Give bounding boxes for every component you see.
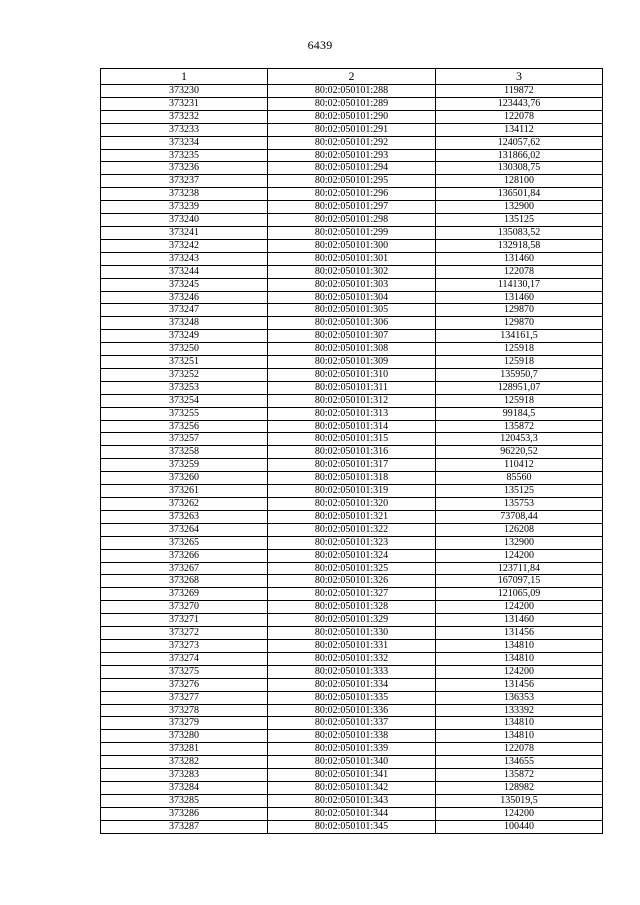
table-row xyxy=(101,110,603,123)
cadastral-number-cell: 80:02:050101:291 xyxy=(268,123,436,136)
table-body xyxy=(101,85,603,834)
cadastral-number-cell: 80:02:050101:318 xyxy=(268,472,436,485)
table-row xyxy=(101,562,603,575)
cadastral-number-cell: 80:02:050101:309 xyxy=(268,356,436,369)
registry-number-cell: 373263 xyxy=(101,510,268,523)
page-number: 6439 xyxy=(307,38,333,52)
value-cell: 134810 xyxy=(436,730,603,743)
registry-number-cell: 373267 xyxy=(101,562,268,575)
value-cell: 124200 xyxy=(436,807,603,820)
table-row xyxy=(101,756,603,769)
cadastral-number-cell: 80:02:050101:306 xyxy=(268,317,436,330)
cadastral-number-cell: 80:02:050101:344 xyxy=(268,807,436,820)
table-row xyxy=(101,472,603,485)
registry-number-cell: 373285 xyxy=(101,794,268,807)
cadastral-number-cell: 80:02:050101:345 xyxy=(268,820,436,833)
value-cell: 122078 xyxy=(436,743,603,756)
table-row xyxy=(101,639,603,652)
cadastral-number-cell: 80:02:050101:304 xyxy=(268,291,436,304)
registry-number-cell: 373249 xyxy=(101,330,268,343)
cadastral-number-cell: 80:02:050101:307 xyxy=(268,330,436,343)
cadastral-number-cell: 80:02:050101:314 xyxy=(268,420,436,433)
value-cell: 131866,02 xyxy=(436,149,603,162)
cadastral-number-cell: 80:02:050101:295 xyxy=(268,175,436,188)
value-cell: 99184,5 xyxy=(436,407,603,420)
registry-number-cell: 373276 xyxy=(101,678,268,691)
table-row xyxy=(101,781,603,794)
cadastral-number-cell: 80:02:050101:302 xyxy=(268,265,436,278)
value-cell: 136501,84 xyxy=(436,188,603,201)
value-cell: 126208 xyxy=(436,523,603,536)
registry-number-cell: 373281 xyxy=(101,743,268,756)
value-cell: 124200 xyxy=(436,549,603,562)
table-row xyxy=(101,807,603,820)
registry-number-cell: 373240 xyxy=(101,214,268,227)
header-row xyxy=(101,69,603,85)
table-row xyxy=(101,162,603,175)
table-row xyxy=(101,588,603,601)
value-cell: 134810 xyxy=(436,639,603,652)
table-row xyxy=(101,265,603,278)
cadastral-number-cell: 80:02:050101:300 xyxy=(268,239,436,252)
registry-number-cell: 373248 xyxy=(101,317,268,330)
registry-number-cell: 373283 xyxy=(101,769,268,782)
value-cell: 96220,52 xyxy=(436,446,603,459)
cadastral-number-cell: 80:02:050101:305 xyxy=(268,304,436,317)
cadastral-number-cell: 80:02:050101:338 xyxy=(268,730,436,743)
table-row xyxy=(101,368,603,381)
table-row xyxy=(101,717,603,730)
table-row xyxy=(101,188,603,201)
table-row xyxy=(101,678,603,691)
registry-number-cell: 373270 xyxy=(101,601,268,614)
table-row xyxy=(101,459,603,472)
cadastral-number-cell: 80:02:050101:320 xyxy=(268,498,436,511)
registry-number-cell: 373231 xyxy=(101,97,268,110)
registry-number-cell: 373243 xyxy=(101,252,268,265)
table-row xyxy=(101,136,603,149)
cadastral-number-cell: 80:02:050101:321 xyxy=(268,510,436,523)
cadastral-number-cell: 80:02:050101:340 xyxy=(268,756,436,769)
table-row xyxy=(101,523,603,536)
table-row xyxy=(101,627,603,640)
value-cell: 134161,5 xyxy=(436,330,603,343)
table-row xyxy=(101,433,603,446)
cadastral-number-cell: 80:02:050101:323 xyxy=(268,536,436,549)
registry-number-cell: 373259 xyxy=(101,459,268,472)
registry-number-cell: 373279 xyxy=(101,717,268,730)
value-cell: 124200 xyxy=(436,665,603,678)
registry-number-cell: 373284 xyxy=(101,781,268,794)
value-cell: 135872 xyxy=(436,769,603,782)
cadastral-number-cell: 80:02:050101:290 xyxy=(268,110,436,123)
cadastral-number-cell: 80:02:050101:316 xyxy=(268,446,436,459)
value-cell: 135753 xyxy=(436,498,603,511)
registry-number-cell: 373273 xyxy=(101,639,268,652)
cadastral-number-cell: 80:02:050101:341 xyxy=(268,769,436,782)
cadastral-number-cell: 80:02:050101:343 xyxy=(268,794,436,807)
data-table xyxy=(100,68,603,834)
cadastral-number-cell: 80:02:050101:289 xyxy=(268,97,436,110)
cadastral-number-cell: 80:02:050101:312 xyxy=(268,394,436,407)
table-row xyxy=(101,510,603,523)
registry-number-cell: 373280 xyxy=(101,730,268,743)
registry-number-cell: 373268 xyxy=(101,575,268,588)
table-row xyxy=(101,794,603,807)
cadastral-number-cell: 80:02:050101:294 xyxy=(268,162,436,175)
table-row xyxy=(101,652,603,665)
value-cell: 131456 xyxy=(436,627,603,640)
registry-number-cell: 373251 xyxy=(101,356,268,369)
value-cell: 125918 xyxy=(436,356,603,369)
cadastral-number-cell: 80:02:050101:337 xyxy=(268,717,436,730)
value-cell: 123711,84 xyxy=(436,562,603,575)
value-cell: 131460 xyxy=(436,252,603,265)
registry-number-cell: 373266 xyxy=(101,549,268,562)
value-cell: 134112 xyxy=(436,123,603,136)
cadastral-number-cell: 80:02:050101:299 xyxy=(268,226,436,239)
table-row xyxy=(101,743,603,756)
value-cell: 124200 xyxy=(436,601,603,614)
table-row xyxy=(101,691,603,704)
value-cell: 114130,17 xyxy=(436,278,603,291)
registry-number-cell: 373272 xyxy=(101,627,268,640)
registry-number-cell: 373234 xyxy=(101,136,268,149)
registry-number-cell: 373261 xyxy=(101,485,268,498)
value-cell: 124057,62 xyxy=(436,136,603,149)
registry-number-cell: 373246 xyxy=(101,291,268,304)
table-row xyxy=(101,601,603,614)
table-row xyxy=(101,381,603,394)
table-row xyxy=(101,226,603,239)
cadastral-number-cell: 80:02:050101:296 xyxy=(268,188,436,201)
value-cell: 123443,76 xyxy=(436,97,603,110)
table-row xyxy=(101,407,603,420)
value-cell: 134810 xyxy=(436,717,603,730)
registry-number-cell: 373264 xyxy=(101,523,268,536)
registry-number-cell: 373257 xyxy=(101,433,268,446)
cadastral-number-cell: 80:02:050101:326 xyxy=(268,575,436,588)
registry-number-cell: 373237 xyxy=(101,175,268,188)
value-cell: 122078 xyxy=(436,110,603,123)
registry-number-cell: 373287 xyxy=(101,820,268,833)
registry-number-cell: 373274 xyxy=(101,652,268,665)
value-cell: 136353 xyxy=(436,691,603,704)
table-row xyxy=(101,291,603,304)
table-row xyxy=(101,356,603,369)
value-cell: 122078 xyxy=(436,265,603,278)
registry-number-cell: 373235 xyxy=(101,149,268,162)
value-cell: 125918 xyxy=(436,343,603,356)
value-cell: 131460 xyxy=(436,291,603,304)
cadastral-number-cell: 80:02:050101:331 xyxy=(268,639,436,652)
registry-number-cell: 373275 xyxy=(101,665,268,678)
cadastral-number-cell: 80:02:050101:310 xyxy=(268,368,436,381)
table-row xyxy=(101,420,603,433)
registry-number-cell: 373278 xyxy=(101,704,268,717)
cadastral-number-cell: 80:02:050101:330 xyxy=(268,627,436,640)
registry-number-cell: 373247 xyxy=(101,304,268,317)
cadastral-number-cell: 80:02:050101:315 xyxy=(268,433,436,446)
registry-number-cell: 373238 xyxy=(101,188,268,201)
value-cell: 133392 xyxy=(436,704,603,717)
registry-number-cell: 373245 xyxy=(101,278,268,291)
value-cell: 130308,75 xyxy=(436,162,603,175)
table-row xyxy=(101,239,603,252)
cadastral-number-cell: 80:02:050101:334 xyxy=(268,678,436,691)
value-cell: 110412 xyxy=(436,459,603,472)
table-row xyxy=(101,394,603,407)
cadastral-number-cell: 80:02:050101:311 xyxy=(268,381,436,394)
value-cell: 134810 xyxy=(436,652,603,665)
table-row xyxy=(101,485,603,498)
value-cell: 131456 xyxy=(436,678,603,691)
table-row xyxy=(101,317,603,330)
value-cell: 100440 xyxy=(436,820,603,833)
value-cell: 135125 xyxy=(436,485,603,498)
cadastral-number-cell: 80:02:050101:332 xyxy=(268,652,436,665)
value-cell: 132900 xyxy=(436,201,603,214)
value-cell: 135019,5 xyxy=(436,794,603,807)
value-cell: 135125 xyxy=(436,214,603,227)
column-header-1: 1 xyxy=(101,69,268,85)
value-cell: 132900 xyxy=(436,536,603,549)
cadastral-number-cell: 80:02:050101:329 xyxy=(268,614,436,627)
table-row xyxy=(101,549,603,562)
registry-number-cell: 373258 xyxy=(101,446,268,459)
value-cell: 125918 xyxy=(436,394,603,407)
table-row xyxy=(101,97,603,110)
cadastral-number-cell: 80:02:050101:333 xyxy=(268,665,436,678)
registry-number-cell: 373252 xyxy=(101,368,268,381)
table-row xyxy=(101,343,603,356)
table-row xyxy=(101,304,603,317)
table-row xyxy=(101,330,603,343)
cadastral-number-cell: 80:02:050101:313 xyxy=(268,407,436,420)
table-row xyxy=(101,446,603,459)
cadastral-number-cell: 80:02:050101:339 xyxy=(268,743,436,756)
value-cell: 129870 xyxy=(436,317,603,330)
registry-number-cell: 373253 xyxy=(101,381,268,394)
registry-number-cell: 373232 xyxy=(101,110,268,123)
table-row xyxy=(101,536,603,549)
registry-number-cell: 373230 xyxy=(101,85,268,98)
registry-number-cell: 373255 xyxy=(101,407,268,420)
registry-number-cell: 373262 xyxy=(101,498,268,511)
cadastral-number-cell: 80:02:050101:319 xyxy=(268,485,436,498)
cadastral-number-cell: 80:02:050101:288 xyxy=(268,85,436,98)
table-row xyxy=(101,614,603,627)
registry-number-cell: 373269 xyxy=(101,588,268,601)
cadastral-number-cell: 80:02:050101:335 xyxy=(268,691,436,704)
value-cell: 135872 xyxy=(436,420,603,433)
value-cell: 134655 xyxy=(436,756,603,769)
value-cell: 128951,07 xyxy=(436,381,603,394)
value-cell: 119872 xyxy=(436,85,603,98)
registry-number-cell: 373241 xyxy=(101,226,268,239)
registry-number-cell: 373286 xyxy=(101,807,268,820)
value-cell: 73708,44 xyxy=(436,510,603,523)
cadastral-number-cell: 80:02:050101:325 xyxy=(268,562,436,575)
column-header-2: 2 xyxy=(268,69,436,85)
value-cell: 128100 xyxy=(436,175,603,188)
value-cell: 121065,09 xyxy=(436,588,603,601)
cadastral-number-cell: 80:02:050101:322 xyxy=(268,523,436,536)
cadastral-number-cell: 80:02:050101:308 xyxy=(268,343,436,356)
cadastral-number-cell: 80:02:050101:301 xyxy=(268,252,436,265)
cadastral-number-cell: 80:02:050101:328 xyxy=(268,601,436,614)
value-cell: 120453,3 xyxy=(436,433,603,446)
cadastral-number-cell: 80:02:050101:292 xyxy=(268,136,436,149)
registry-number-cell: 373265 xyxy=(101,536,268,549)
table-row xyxy=(101,575,603,588)
cadastral-number-cell: 80:02:050101:297 xyxy=(268,201,436,214)
cadastral-number-cell: 80:02:050101:336 xyxy=(268,704,436,717)
column-header-3: 3 xyxy=(436,69,603,85)
cadastral-number-cell: 80:02:050101:342 xyxy=(268,781,436,794)
registry-number-cell: 373250 xyxy=(101,343,268,356)
table-header xyxy=(101,69,603,85)
registry-number-cell: 373239 xyxy=(101,201,268,214)
table-row xyxy=(101,665,603,678)
cadastral-number-cell: 80:02:050101:303 xyxy=(268,278,436,291)
table-row xyxy=(101,175,603,188)
table-row xyxy=(101,704,603,717)
registry-number-cell: 373260 xyxy=(101,472,268,485)
value-cell: 129870 xyxy=(436,304,603,317)
value-cell: 132918,58 xyxy=(436,239,603,252)
registry-number-cell: 373254 xyxy=(101,394,268,407)
table-row xyxy=(101,820,603,833)
registry-number-cell: 373277 xyxy=(101,691,268,704)
value-cell: 131460 xyxy=(436,614,603,627)
table-row xyxy=(101,769,603,782)
table-row xyxy=(101,123,603,136)
registry-number-cell: 373242 xyxy=(101,239,268,252)
table-row xyxy=(101,214,603,227)
table-row xyxy=(101,278,603,291)
value-cell: 85560 xyxy=(436,472,603,485)
table-row xyxy=(101,85,603,98)
cadastral-number-cell: 80:02:050101:324 xyxy=(268,549,436,562)
registry-number-cell: 373233 xyxy=(101,123,268,136)
cadastral-number-cell: 80:02:050101:293 xyxy=(268,149,436,162)
cadastral-number-cell: 80:02:050101:327 xyxy=(268,588,436,601)
table-row xyxy=(101,498,603,511)
table-row xyxy=(101,252,603,265)
value-cell: 167097,15 xyxy=(436,575,603,588)
table-row xyxy=(101,201,603,214)
registry-number-cell: 373282 xyxy=(101,756,268,769)
cadastral-number-cell: 80:02:050101:317 xyxy=(268,459,436,472)
registry-number-cell: 373256 xyxy=(101,420,268,433)
value-cell: 128982 xyxy=(436,781,603,794)
table-row xyxy=(101,149,603,162)
registry-number-cell: 373244 xyxy=(101,265,268,278)
registry-number-cell: 373271 xyxy=(101,614,268,627)
value-cell: 135083,52 xyxy=(436,226,603,239)
registry-number-cell: 373236 xyxy=(101,162,268,175)
value-cell: 135950,7 xyxy=(436,368,603,381)
cadastral-number-cell: 80:02:050101:298 xyxy=(268,214,436,227)
table-row xyxy=(101,730,603,743)
